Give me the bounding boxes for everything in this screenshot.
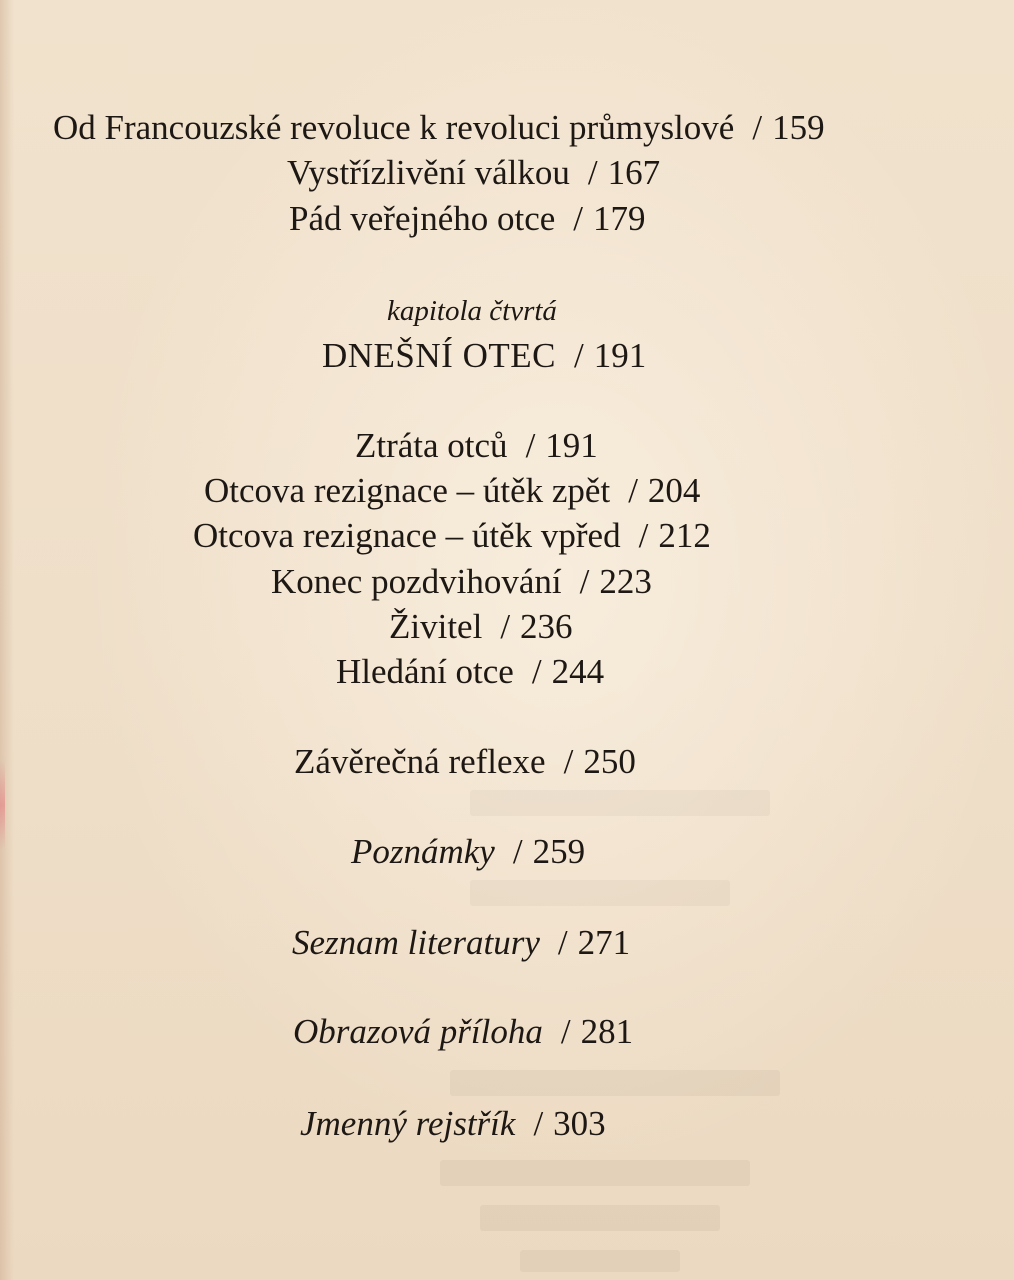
show-through-line — [450, 1070, 780, 1096]
toc-entry — [287, 155, 660, 190]
toc-entry-title: Konec pozdvihování — [271, 562, 562, 601]
toc-entry-title: Hledání otce — [336, 652, 514, 691]
toc-page-number: 179 — [593, 199, 646, 238]
show-through-line — [440, 1160, 750, 1186]
toc-entry-title: Závěrečná reflexe — [294, 742, 546, 781]
toc-entry — [292, 925, 630, 960]
toc-page-number: 250 — [583, 742, 636, 781]
toc-entry — [389, 609, 573, 644]
chapter-title: DNEŠNÍ OTEC — [322, 336, 556, 375]
show-through-line — [520, 1250, 680, 1272]
toc-page-number: 236 — [520, 607, 573, 646]
toc-entry-title: Pád veřejného otce — [289, 199, 556, 238]
toc-page-number: 271 — [577, 923, 631, 962]
toc-page-number: 167 — [607, 153, 661, 192]
toc-entry — [336, 654, 604, 689]
chapter-label: kapitola čtvrtá — [387, 295, 557, 327]
toc-page-number: 191 — [593, 336, 647, 375]
toc-separator: / — [587, 153, 598, 192]
toc-entry-title: Vystřízlivění válkou — [287, 153, 570, 192]
toc-entry-title: Obrazová příloha — [293, 1012, 543, 1051]
toc-separator: / — [531, 652, 542, 691]
page-edge-mark — [0, 760, 5, 850]
toc-page-number: 204 — [647, 471, 701, 510]
toc-entry-title: Poznámky — [351, 832, 495, 871]
show-through-line — [470, 880, 730, 906]
toc-entry — [193, 518, 711, 553]
toc-page-number: 281 — [580, 1012, 634, 1051]
toc-entry — [293, 1014, 633, 1049]
toc-entry — [355, 428, 598, 463]
toc-page-number: 191 — [545, 426, 598, 465]
toc-entry-title: Jmenný rejstřík — [300, 1104, 516, 1143]
toc-separator: / — [638, 516, 649, 555]
toc-entry-title: Ztráta otců — [355, 426, 508, 465]
toc-separator: / — [500, 607, 511, 646]
toc-entry — [53, 110, 825, 145]
toc-separator: / — [573, 336, 584, 375]
toc-separator: / — [560, 1012, 571, 1051]
toc-entry-title: Seznam literatury — [292, 923, 540, 962]
show-through-line — [470, 790, 770, 816]
toc-entry — [289, 201, 646, 236]
toc-separator: / — [557, 923, 568, 962]
toc-entry-title: Živitel — [389, 607, 483, 646]
toc-separator: / — [628, 471, 638, 510]
toc-page-number: 212 — [658, 516, 711, 555]
toc-entry — [300, 1106, 606, 1141]
page-edge-shadow — [0, 0, 14, 1280]
toc-page-number: 259 — [532, 832, 586, 871]
toc-entry-title: Otcova rezignace – útěk vpřed — [193, 516, 621, 555]
toc-entry-title: Otcova rezignace – útěk zpět — [204, 471, 611, 510]
chapter-heading — [322, 338, 646, 373]
toc-separator: / — [752, 108, 763, 147]
toc-separator: / — [512, 832, 523, 871]
toc-entry — [294, 744, 636, 779]
toc-entry — [271, 564, 652, 599]
show-through-line — [480, 1205, 720, 1231]
toc-separator: / — [579, 562, 590, 601]
toc-page-number: 303 — [553, 1104, 606, 1143]
toc-page-number: 159 — [772, 108, 825, 147]
toc-entry — [204, 473, 700, 508]
toc-separator: / — [563, 742, 574, 781]
toc-separator: / — [533, 1104, 544, 1143]
toc-separator: / — [525, 426, 536, 465]
toc-page-number: 223 — [599, 562, 652, 601]
toc-separator: / — [573, 199, 584, 238]
toc-entry-title: Od Francouzské revoluce k revoluci průmyslové — [53, 108, 735, 147]
toc-entry — [351, 834, 585, 869]
toc-page-number: 244 — [551, 652, 605, 691]
